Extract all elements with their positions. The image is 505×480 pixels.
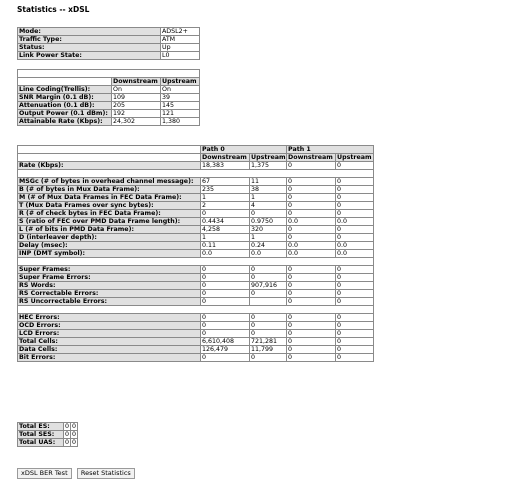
path1-downstream-value: 0 bbox=[287, 194, 336, 202]
path0-downstream-value: 126,479 bbox=[201, 346, 250, 354]
path1-upstream-value: 0 bbox=[336, 314, 374, 322]
path0-upstream-value: 1,375 bbox=[250, 162, 287, 170]
path-row-label: Data Cells: bbox=[18, 346, 201, 354]
path0-header: Path 0 bbox=[201, 146, 287, 154]
traffic-type-value: ATM bbox=[161, 36, 200, 44]
path0-upstream-value: 11 bbox=[250, 178, 287, 186]
line-row-label: Attenuation (0.1 dB): bbox=[18, 102, 112, 110]
path0-downstream-value: 0.0 bbox=[201, 250, 250, 258]
empty-cell bbox=[18, 154, 201, 162]
path1-upstream-value: 0.0 bbox=[336, 242, 374, 250]
path-row-label: D (interleaver depth): bbox=[18, 234, 201, 242]
path-row-label: S (ratio of FEC over PMD Data Frame length): bbox=[18, 218, 201, 226]
path-data-row bbox=[18, 322, 374, 330]
status-row-status bbox=[18, 44, 200, 52]
reset-statistics-button[interactable]: Reset Statistics bbox=[77, 468, 135, 479]
path0-upstream-value: 0 bbox=[250, 274, 287, 282]
traffic-type-label: Traffic Type: bbox=[18, 36, 161, 44]
path1-downstream-value: 0 bbox=[287, 282, 336, 290]
path1-upstream-value: 0 bbox=[336, 210, 374, 218]
path0-upstream-header: Upstream bbox=[251, 154, 286, 161]
path1-downstream-value: 0 bbox=[287, 298, 336, 306]
status-table bbox=[17, 27, 200, 60]
line-row-upstream: On bbox=[161, 86, 200, 94]
path1-downstream-value: 0 bbox=[287, 290, 336, 298]
status-row-traffic-type bbox=[18, 36, 200, 44]
path1-downstream-value: 0 bbox=[287, 354, 336, 362]
line-row-downstream: 192 bbox=[112, 110, 161, 118]
path0-upstream-value: 0 bbox=[250, 330, 287, 338]
path-data-row bbox=[18, 162, 374, 170]
totals-table-body bbox=[18, 423, 78, 447]
path0-upstream-value: 1 bbox=[250, 234, 287, 242]
path0-downstream-value: 6,610,408 bbox=[201, 338, 250, 346]
path1-downstream-value: 0.0 bbox=[287, 242, 336, 250]
path0-downstream-value: 0 bbox=[201, 290, 250, 298]
totals-value: 0 bbox=[65, 431, 70, 438]
xdsl-ber-test-button[interactable]: xDSL BER Test bbox=[17, 468, 72, 479]
path-blank-row bbox=[18, 306, 374, 314]
path1-upstream-value: 0 bbox=[336, 298, 374, 306]
path-data-row bbox=[18, 234, 374, 242]
path-subheader-row bbox=[18, 154, 374, 162]
path1-downstream-value: 0 bbox=[287, 186, 336, 194]
line-row-label: Line Coding(Trellis): bbox=[18, 86, 112, 94]
path0-downstream-value: 18,383 bbox=[201, 162, 250, 170]
path1-upstream-value: 0 bbox=[336, 322, 374, 330]
path1-downstream-value: 0.0 bbox=[287, 250, 336, 258]
path-row-label: Total Cells: bbox=[18, 338, 201, 346]
path1-downstream-value: 0 bbox=[287, 330, 336, 338]
path-data-row bbox=[18, 282, 374, 290]
path1-downstream-value: 0 bbox=[287, 234, 336, 242]
status-row-link-power-state bbox=[18, 52, 200, 60]
path0-downstream-value: 0 bbox=[201, 266, 250, 274]
line-table bbox=[17, 69, 200, 126]
path0-downstream-value: 4,258 bbox=[201, 226, 250, 234]
path0-downstream-value: 235 bbox=[201, 186, 250, 194]
line-row bbox=[18, 118, 200, 126]
path1-upstream-value: 0 bbox=[336, 354, 374, 362]
line-row bbox=[18, 94, 200, 102]
path-table-body bbox=[18, 146, 374, 362]
status-value: Up bbox=[161, 44, 200, 52]
path0-upstream-value: 0 bbox=[250, 322, 287, 330]
totals-label: Total SES: bbox=[18, 431, 64, 439]
path-row-label: R (# of check bytes in FEC Data Frame): bbox=[18, 210, 201, 218]
path1-downstream-value: 0 bbox=[287, 274, 336, 282]
line-row bbox=[18, 110, 200, 118]
path-data-row bbox=[18, 338, 374, 346]
path-data-row bbox=[18, 330, 374, 338]
path1-downstream-value: 0 bbox=[287, 346, 336, 354]
path-header-row bbox=[18, 146, 374, 154]
path0-upstream-value: 0.24 bbox=[250, 242, 287, 250]
path-row-label: HEC Errors: bbox=[18, 314, 201, 322]
mode-value: ADSL2+ bbox=[161, 28, 200, 36]
path-row-label: OCD Errors: bbox=[18, 322, 201, 330]
path-row-label: RS Words: bbox=[18, 282, 201, 290]
path0-downstream-value: 0.4434 bbox=[201, 218, 250, 226]
path1-header: Path 1 bbox=[287, 146, 374, 154]
totals-value: 0 bbox=[72, 423, 77, 430]
path-data-row bbox=[18, 218, 374, 226]
blank-cell bbox=[18, 170, 374, 178]
path-data-row bbox=[18, 274, 374, 282]
line-row-downstream: 109 bbox=[112, 94, 161, 102]
line-row-upstream: 1,380 bbox=[161, 118, 200, 126]
path0-upstream-value: 0 bbox=[250, 290, 287, 298]
path0-upstream-value: 4 bbox=[250, 202, 287, 210]
path1-upstream-value: 0 bbox=[336, 330, 374, 338]
path0-downstream-value: 67 bbox=[201, 178, 250, 186]
path0-downstream-value: 0 bbox=[201, 330, 250, 338]
path1-upstream-header: Upstream bbox=[337, 154, 372, 161]
line-row-upstream: 121 bbox=[161, 110, 200, 118]
path-row-label: Bit Errors: bbox=[18, 354, 201, 362]
path0-upstream-value: 0.0 bbox=[250, 250, 287, 258]
path1-downstream-value: 0 bbox=[287, 322, 336, 330]
path0-downstream-value: 0 bbox=[201, 282, 250, 290]
path-data-row bbox=[18, 210, 374, 218]
path-data-row bbox=[18, 194, 374, 202]
path0-upstream-value: 0.9750 bbox=[250, 218, 287, 226]
path-row-label: Rate (Kbps): bbox=[18, 162, 201, 170]
path0-downstream-value: 0 bbox=[201, 274, 250, 282]
path0-upstream-value: 0 bbox=[250, 210, 287, 218]
status-label: Status: bbox=[18, 44, 161, 52]
blank-cell bbox=[18, 306, 374, 314]
path-data-row bbox=[18, 226, 374, 234]
page-title: Statistics -- xDSL bbox=[17, 5, 90, 14]
path1-downstream-value: 0 bbox=[287, 266, 336, 274]
path0-upstream-value: 1 bbox=[250, 194, 287, 202]
path-row-label: INP (DMT symbol): bbox=[18, 250, 201, 258]
line-row-label: Attainable Rate (Kbps): bbox=[18, 118, 112, 126]
path-row-label: RS Uncorrectable Errors: bbox=[18, 298, 201, 306]
button-bar bbox=[17, 468, 138, 479]
path-data-row bbox=[18, 242, 374, 250]
totals-value: 0 bbox=[72, 431, 77, 438]
line-downstream-header: Downstream bbox=[112, 78, 161, 86]
path-data-row bbox=[18, 314, 374, 322]
path1-downstream-value: 0 bbox=[287, 202, 336, 210]
path1-upstream-value: 0.0 bbox=[336, 218, 374, 226]
path-blank-row bbox=[18, 170, 374, 178]
path0-upstream-value: 0 bbox=[250, 266, 287, 274]
path0-downstream-value: 0 bbox=[201, 314, 250, 322]
path1-upstream-value: 0 bbox=[336, 346, 374, 354]
path-row-label: MSGc (# of bytes in overhead channel message): bbox=[18, 178, 201, 186]
path0-downstream-value: 0 bbox=[201, 210, 250, 218]
link-power-state-label: Link Power State: bbox=[18, 52, 161, 60]
line-row-label: Output Power (0.1 dBm): bbox=[18, 110, 112, 118]
line-row-downstream: 205 bbox=[112, 102, 161, 110]
path0-downstream-value: 2 bbox=[201, 202, 250, 210]
path-row-label: M (# of Mux Data Frames in FEC Data Frame): bbox=[18, 194, 201, 202]
path0-downstream-value: 1 bbox=[201, 194, 250, 202]
mode-label: Mode: bbox=[18, 28, 161, 36]
path-blank-row bbox=[18, 258, 374, 266]
path1-upstream-value: 0 bbox=[336, 162, 374, 170]
path0-downstream-value: 0 bbox=[201, 354, 250, 362]
line-row-upstream: 39 bbox=[161, 94, 200, 102]
line-row-label: SNR Margin (0.1 dB): bbox=[18, 94, 112, 102]
path1-upstream-value: 0 bbox=[336, 202, 374, 210]
path-data-row bbox=[18, 346, 374, 354]
path1-upstream-value: 0 bbox=[336, 234, 374, 242]
path0-upstream-value: 38 bbox=[250, 186, 287, 194]
empty-cell bbox=[18, 146, 201, 154]
path-data-row bbox=[18, 202, 374, 210]
line-row-downstream: On bbox=[112, 86, 161, 94]
totals-value: 0 bbox=[65, 439, 70, 446]
path-data-row bbox=[18, 186, 374, 194]
path0-upstream-value: 907,916 bbox=[250, 282, 287, 290]
line-upstream-header: Upstream bbox=[161, 78, 200, 86]
link-power-state-value: L0 bbox=[161, 52, 200, 60]
path1-downstream-value: 0 bbox=[287, 226, 336, 234]
path0-upstream-value: 0 bbox=[250, 314, 287, 322]
path-data-row bbox=[18, 290, 374, 298]
path0-upstream-value: 0 bbox=[250, 354, 287, 362]
path-row-label: L (# of bits in PMD Data Frame): bbox=[18, 226, 201, 234]
line-row bbox=[18, 86, 200, 94]
path1-downstream-value: 0 bbox=[287, 314, 336, 322]
path-row-label: Super Frames: bbox=[18, 266, 201, 274]
path0-upstream-value bbox=[250, 298, 287, 306]
path1-downstream-value: 0 bbox=[287, 210, 336, 218]
path0-upstream-value: 320 bbox=[250, 226, 287, 234]
path-row-label: Super Frame Errors: bbox=[18, 274, 201, 282]
path1-downstream-value: 0 bbox=[287, 178, 336, 186]
path-table bbox=[17, 145, 374, 362]
path-data-row bbox=[18, 298, 374, 306]
path1-upstream-value: 0 bbox=[336, 266, 374, 274]
path-data-row bbox=[18, 354, 374, 362]
status-row-mode bbox=[18, 28, 200, 36]
path0-downstream-value: 0 bbox=[201, 298, 250, 306]
path1-upstream-value: 0 bbox=[336, 290, 374, 298]
path1-downstream-header: Downstream bbox=[287, 154, 336, 162]
totals-row bbox=[18, 431, 78, 439]
path1-downstream-value: 0 bbox=[287, 338, 336, 346]
path-data-row bbox=[18, 266, 374, 274]
path1-upstream-value: 0.0 bbox=[336, 250, 374, 258]
path1-upstream-value: 0 bbox=[336, 178, 374, 186]
line-row-downstream: 24,302 bbox=[112, 118, 161, 126]
empty-cell bbox=[18, 78, 112, 86]
totals-row bbox=[18, 423, 78, 431]
path-row-label: RS Correctable Errors: bbox=[18, 290, 201, 298]
totals-value: 0 bbox=[65, 423, 70, 430]
path-row-label: LCD Errors: bbox=[18, 330, 201, 338]
path1-upstream-value: 0 bbox=[336, 274, 374, 282]
totals-row bbox=[18, 439, 78, 447]
path-row-label: T (Mux Data Frames over sync bytes): bbox=[18, 202, 201, 210]
line-header-row bbox=[18, 78, 200, 86]
totals-value: 0 bbox=[72, 439, 77, 446]
path1-upstream-value: 0 bbox=[336, 194, 374, 202]
blank-cell bbox=[18, 258, 374, 266]
path0-downstream-value: 1 bbox=[201, 234, 250, 242]
path-row-label: Delay (msec): bbox=[18, 242, 201, 250]
path1-downstream-value: 0.0 bbox=[287, 218, 336, 226]
totals-label: Total ES: bbox=[18, 423, 64, 431]
line-row-upstream: 145 bbox=[161, 102, 200, 110]
path0-downstream-header: Downstream bbox=[201, 154, 250, 162]
path1-upstream-value: 0 bbox=[336, 338, 374, 346]
path-data-row bbox=[18, 250, 374, 258]
path-row-label: B (# of bytes in Mux Data Frame): bbox=[18, 186, 201, 194]
path-data-row bbox=[18, 178, 374, 186]
totals-table bbox=[17, 422, 78, 447]
path1-upstream-value: 0 bbox=[336, 282, 374, 290]
path0-upstream-value: 11,799 bbox=[250, 346, 287, 354]
line-row bbox=[18, 102, 200, 110]
blank-cell bbox=[18, 70, 200, 78]
path1-upstream-value: 0 bbox=[336, 226, 374, 234]
line-blank-row bbox=[18, 70, 200, 78]
path1-upstream-value: 0 bbox=[336, 186, 374, 194]
path0-upstream-value: 721,281 bbox=[250, 338, 287, 346]
path0-downstream-value: 0 bbox=[201, 322, 250, 330]
totals-label: Total UAS: bbox=[18, 439, 64, 447]
path1-downstream-value: 0 bbox=[287, 162, 336, 170]
path0-downstream-value: 0.11 bbox=[201, 242, 250, 250]
